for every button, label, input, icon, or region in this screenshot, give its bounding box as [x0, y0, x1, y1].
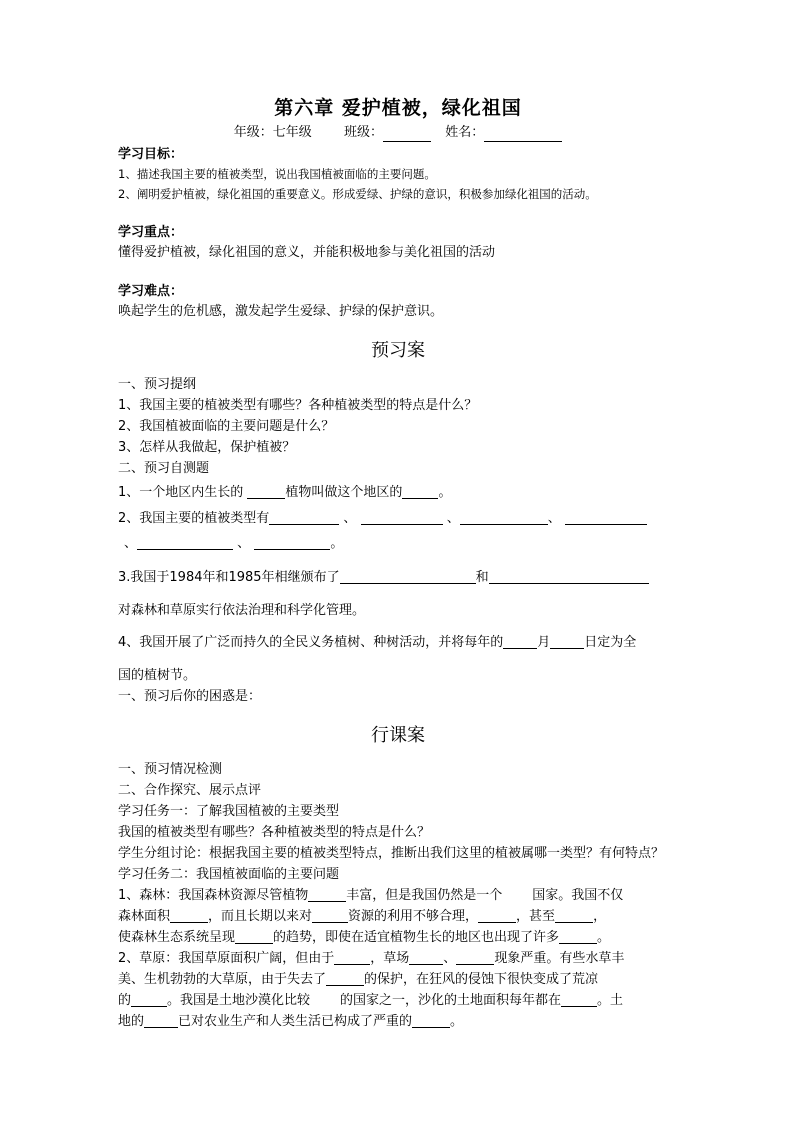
- lesson-item: 二、合作探究、展示点评: [118, 783, 262, 798]
- outline-item: 3、怎样从我做起，保护植被？: [118, 440, 296, 455]
- answer-blank[interactable]: [412, 1012, 450, 1028]
- question-3: 3.我国于1984年和1985年相继颁布了 和: [118, 568, 678, 588]
- answer-blank[interactable]: [361, 509, 443, 525]
- answer-blank[interactable]: [478, 907, 516, 923]
- confusion-prompt: 一、预习后你的困惑是：: [118, 689, 262, 704]
- difficulty-heading: 学习难点：: [118, 284, 184, 299]
- answer-blank[interactable]: [170, 907, 208, 923]
- answer-blank[interactable]: [503, 633, 537, 649]
- answer-blank[interactable]: [308, 886, 346, 902]
- answer-blank[interactable]: [334, 949, 370, 965]
- question-2: 2、我国主要的植被类型有 、 、 、 、 、 。: [118, 506, 678, 556]
- difficulty-text: 唤起学生的危机感，激发起学生爱绿、护绿的保护意识。: [118, 304, 444, 319]
- outline-item: 2、我国植被面临的主要问题是什么？: [118, 419, 335, 434]
- page-title: 第六章 爱护植被，绿化祖国: [274, 97, 522, 119]
- question-4: 4、我国开展了广泛而持久的全民义务植树、种树活动，并将每年的 月 日定为全: [118, 635, 637, 650]
- class-field[interactable]: [383, 127, 431, 142]
- grade-label: 年级：七年级: [233, 125, 312, 140]
- answer-blank[interactable]: [235, 928, 273, 944]
- question-3-cont: 对森林和草原实行依法治理和科学化管理。: [118, 603, 366, 618]
- goal-item: 1、描述我国主要的植被类型，说出我国植被面临的主要问题。: [118, 167, 436, 181]
- answer-blank[interactable]: [460, 509, 548, 525]
- self-test-heading: 二、预习自测题: [118, 461, 210, 476]
- answer-blank[interactable]: [131, 991, 167, 1007]
- answer-blank[interactable]: [312, 907, 348, 923]
- key-points-text: 懂得爱护植被，绿化祖国的意义，并能积极地参与美化祖国的活动: [118, 245, 496, 260]
- answer-blank[interactable]: [456, 949, 494, 965]
- preview-section-title: 预习案: [371, 340, 425, 361]
- key-points-heading: 学习重点：: [118, 225, 184, 240]
- outline-item: 1、我国主要的植被类型有哪些？各种植被类型的特点是什么？: [118, 398, 478, 413]
- answer-blank[interactable]: [340, 568, 476, 584]
- goals-heading: 学习目标：: [118, 147, 184, 162]
- answer-blank[interactable]: [409, 949, 443, 965]
- task-2-heading: 学习任务二：我国植被面临的主要问题: [118, 867, 340, 882]
- outline-heading: 一、预习提纲: [118, 377, 197, 392]
- answer-blank[interactable]: [247, 483, 285, 499]
- question-4-cont: 国的植树节。: [118, 668, 197, 683]
- answer-blank[interactable]: [561, 991, 597, 1007]
- answer-blank[interactable]: [402, 483, 438, 499]
- name-label: 姓名：: [445, 125, 485, 140]
- lesson-section-title: 行课案: [371, 725, 425, 746]
- answer-blank[interactable]: [137, 534, 233, 550]
- task-1-heading: 学习任务一：了解我国植被的主要类型: [118, 804, 340, 819]
- forest-paragraph: 1、森林：我国森林资源尽管植物 丰富，但是我国仍然是一个 国家。我国不仅 森林面积 ，而且长期以来对 资源的利用不够合理， ，甚至 ， 使森林生态系统呈现 的趋势，即使在适宜植物生长的地区也出现了许多 。: [118, 888, 624, 945]
- student-info-line: [118, 124, 678, 142]
- answer-blank[interactable]: [269, 509, 339, 525]
- answer-blank[interactable]: [555, 907, 593, 923]
- answer-blank[interactable]: [254, 534, 330, 550]
- task-1-question: 我国的植被类型有哪些？各种植被类型的特点是什么？: [118, 825, 431, 840]
- answer-blank[interactable]: [559, 928, 597, 944]
- group-discussion: 学生分组讨论：根据我国主要的植被类型特点，推断出我们这里的植被属哪一类型？有何特点？: [118, 846, 665, 861]
- answer-blank[interactable]: [489, 568, 649, 584]
- lesson-item: 一、预习情况检测: [118, 762, 223, 777]
- name-field[interactable]: [484, 127, 562, 142]
- answer-blank[interactable]: [550, 633, 584, 649]
- class-label: 班级：: [343, 125, 383, 140]
- answer-blank[interactable]: [144, 1012, 178, 1028]
- answer-blank[interactable]: [326, 970, 364, 986]
- grassland-paragraph: 2、草原：我国草原面积广阔，但由于 ，草场 、 现象严重。有些水草丰 美、生机勃勃的大草原，由于失去了 的保护，在狂风的侵蚀下很快变成了荒凉 的 。我国是土地沙漠化比较 的国家之一，沙化的土地面积每年都在 。土 地的 已对农业生产和人类生活已构成了严重的 。: [118, 951, 625, 1029]
- answer-blank[interactable]: [565, 509, 647, 525]
- worksheet-content: [118, 96, 678, 1032]
- goal-item: 2、阐明爱护植被，绿化祖国的重要意义。形成爱绿、护绿的意识，积极参加绿化祖国的活动。: [118, 187, 597, 201]
- question-1: 1、一个地区内生长的 植物叫做这个地区的 。: [118, 485, 452, 500]
